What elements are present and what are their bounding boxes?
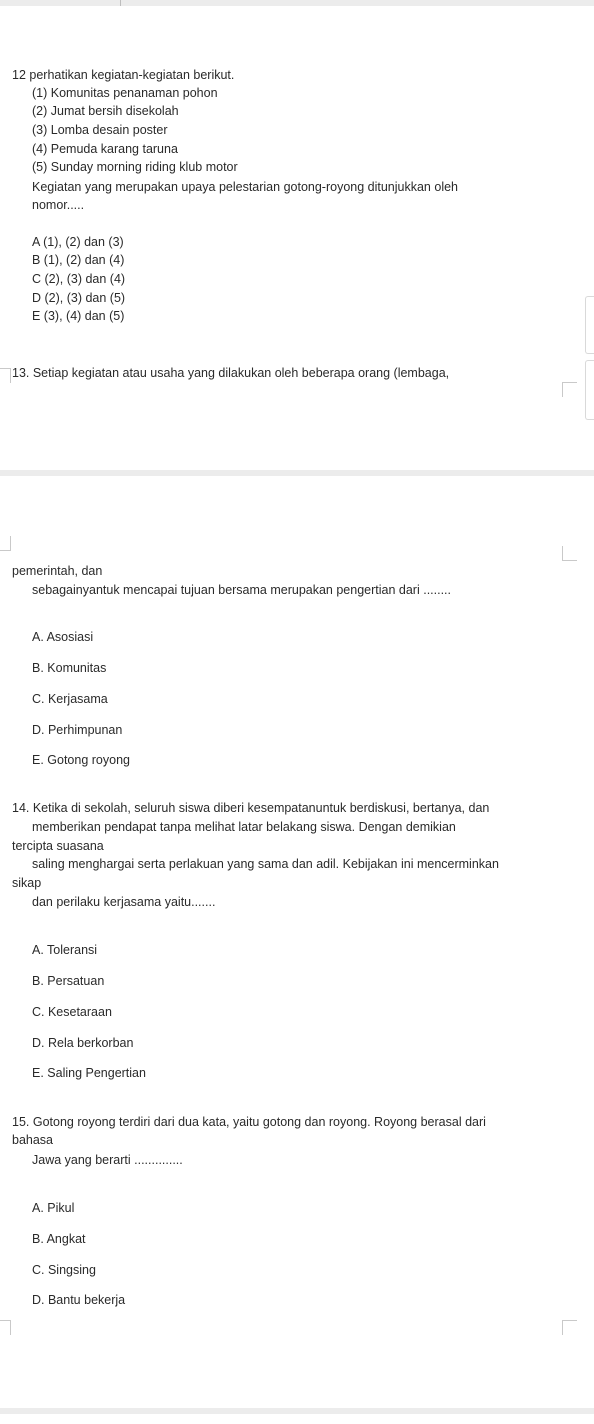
corner-mark-top-right (562, 382, 577, 397)
q15-line1: 15. Gotong royong terdiri dari dua kata, yaitu gotong dan royong. Royong berasal dari (12, 1115, 486, 1129)
q12-item-4: (4) Pemuda karang taruna (32, 142, 178, 156)
corner-mark-lower-right (562, 1320, 577, 1335)
q12-option-b[interactable]: B (1), (2) dan (4) (32, 253, 125, 267)
q12-item-5: (5) Sunday morning riding klub motor (32, 160, 238, 174)
corner-mark-bottom-right (562, 546, 577, 561)
corner-mark-top-left (0, 368, 11, 383)
q14-line4: saling menghargai serta perlakuan yang sama dan adil. Kebijakan ini mencerminkan (32, 857, 499, 871)
q12-item-3: (3) Lomba desain poster (32, 123, 168, 137)
right-edge-frame (585, 296, 594, 354)
q14-option-d[interactable]: D. Rela berkorban (32, 1036, 134, 1050)
right-edge-frame-2 (585, 360, 594, 420)
q15-option-c[interactable]: C. Singsing (32, 1263, 96, 1277)
q13-option-b[interactable]: B. Komunitas (32, 661, 107, 675)
q15-line3: Jawa yang berarti .............. (32, 1153, 183, 1167)
q12-option-d[interactable]: D (2), (3) dan (5) (32, 291, 126, 305)
corner-mark-lower-left (0, 1320, 11, 1335)
top-divider (0, 0, 594, 6)
q14-line2: memberikan pendapat tanpa melihat latar belakang siswa. Dengan demikian (32, 820, 456, 834)
q13-option-c[interactable]: C. Kerjasama (32, 692, 108, 706)
q13-option-d[interactable]: D. Perhimpunan (32, 723, 123, 737)
q13-line3: sebagainyantuk mencapai tujuan bersama merupakan pengertian dari ........ (32, 583, 452, 597)
q12-prompt-line1: Kegiatan yang merupakan upaya pelestarian gotong-royong ditunjukkan oleh (32, 180, 458, 194)
q14-line5: sikap (12, 876, 42, 890)
q14-line6: dan perilaku kerjasama yaitu....... (32, 895, 216, 909)
top-divider-tick (120, 0, 121, 6)
q14-option-c[interactable]: C. Kesetaraan (32, 1005, 112, 1019)
q13-title: 13. Setiap kegiatan atau usaha yang dilakukan oleh beberapa orang (lembaga, (12, 366, 450, 380)
q14-option-e[interactable]: E. Saling Pengertian (32, 1066, 146, 1080)
page-break-divider (0, 470, 594, 476)
q12-option-e[interactable]: E (3), (4) dan (5) (32, 309, 125, 323)
q13-line2: pemerintah, dan (12, 564, 103, 578)
q13-option-e[interactable]: E. Gotong royong (32, 753, 130, 767)
corner-mark-bottom-left (0, 536, 11, 551)
q12-option-c[interactable]: C (2), (3) dan (4) (32, 272, 126, 286)
q13-option-a[interactable]: A. Asosiasi (32, 630, 94, 644)
q14-option-b[interactable]: B. Persatuan (32, 974, 105, 988)
q14-option-a[interactable]: A. Toleransi (32, 943, 98, 957)
q12-title: 12 perhatikan kegiatan-kegiatan berikut. (12, 68, 235, 82)
q14-line1: 14. Ketika di sekolah, seluruh siswa diberi kesempatanuntuk berdiskusi, bertanya, dan (12, 801, 490, 815)
q14-line3: tercipta suasana (12, 839, 104, 853)
q15-option-d[interactable]: D. Bantu bekerja (32, 1293, 126, 1307)
q15-line2: bahasa (12, 1133, 54, 1147)
q12-option-a[interactable]: A (1), (2) dan (3) (32, 235, 124, 249)
q12-prompt-line2: nomor..... (32, 198, 85, 212)
q12-item-2: (2) Jumat bersih disekolah (32, 104, 179, 118)
bottom-divider (0, 1408, 594, 1414)
q12-item-1: (1) Komunitas penanaman pohon (32, 86, 218, 100)
q15-option-b[interactable]: B. Angkat (32, 1232, 86, 1246)
q15-option-a[interactable]: A. Pikul (32, 1201, 75, 1215)
